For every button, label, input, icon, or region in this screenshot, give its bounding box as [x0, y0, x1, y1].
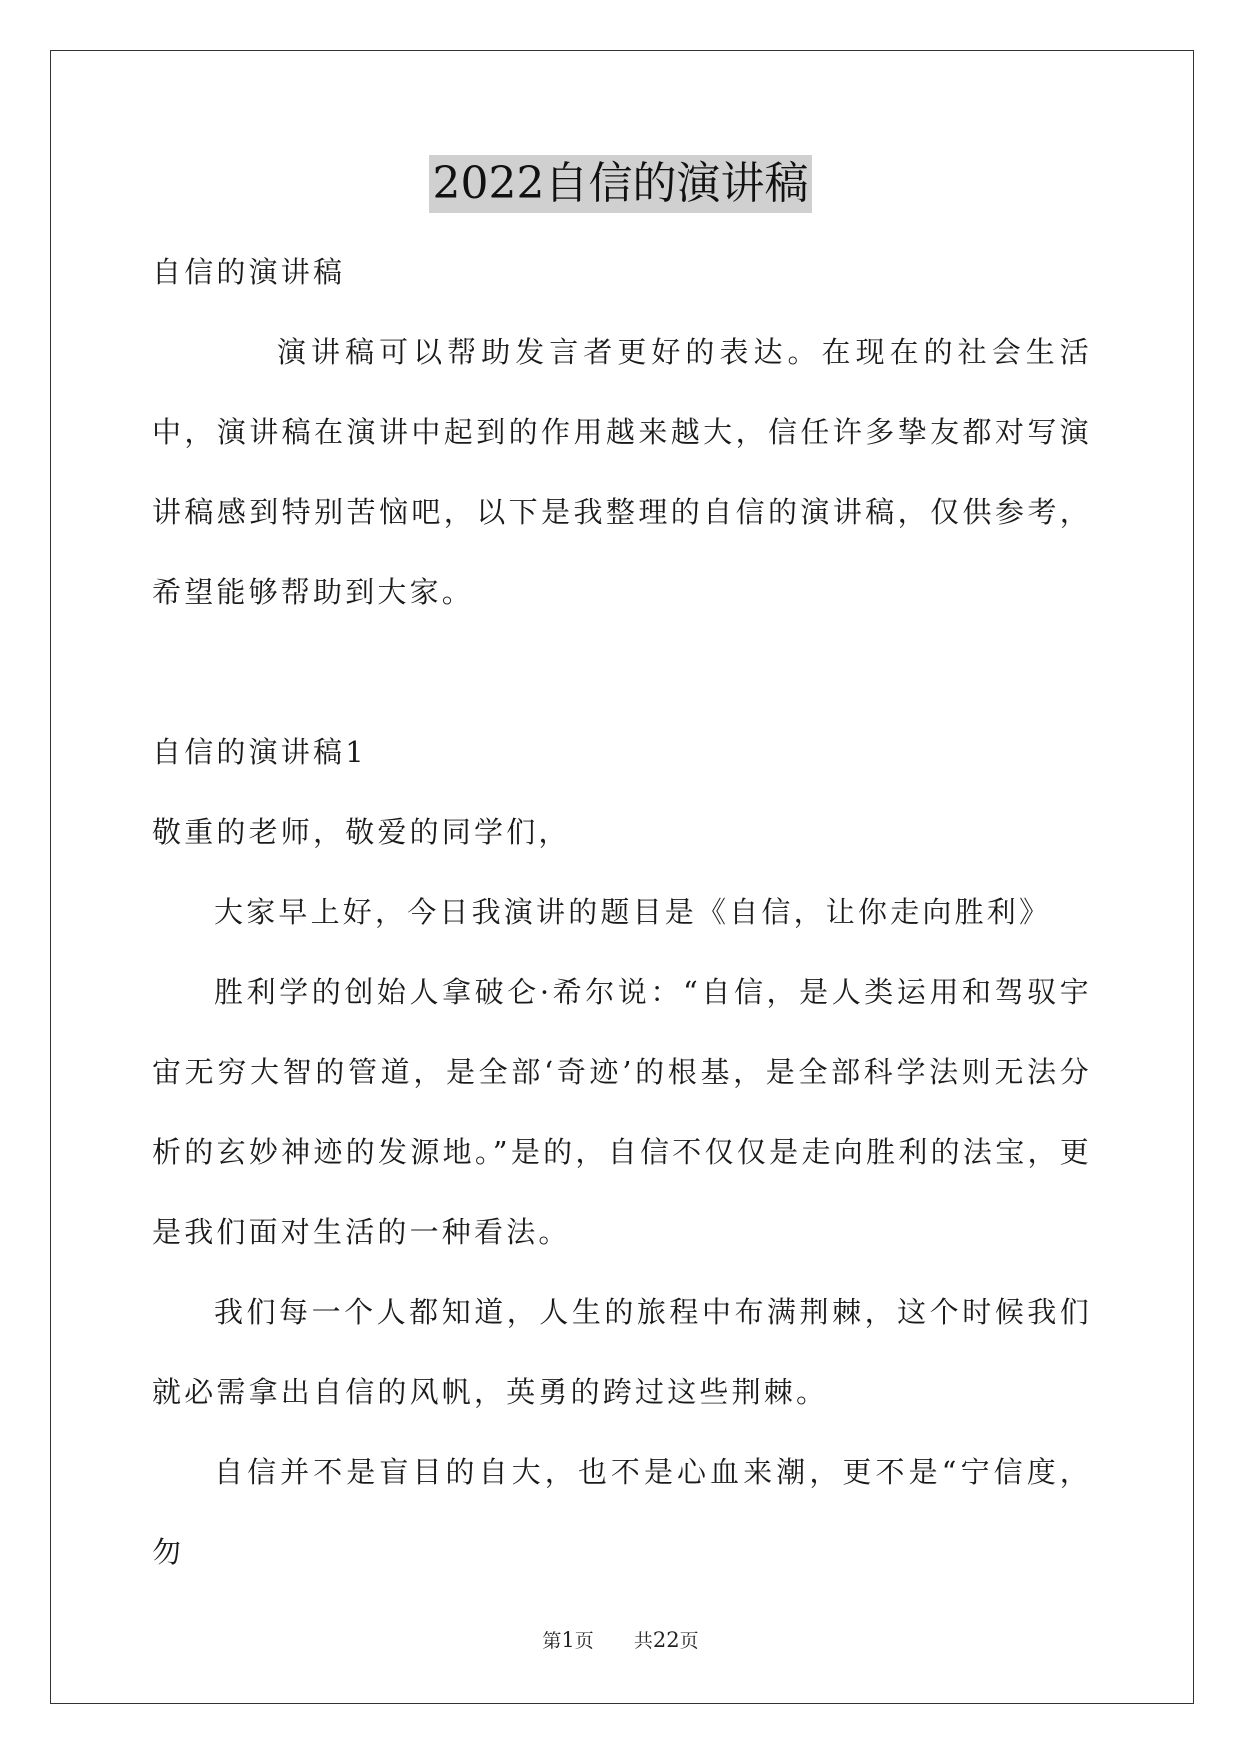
document-title: 2022自信的演讲稿 [429, 155, 813, 213]
total-suffix: 页 [679, 1630, 699, 1652]
body-paragraph: 大家早上好，今日我演讲的题目是《自信，让你走向胜利》 [214, 895, 1052, 929]
intro-paragraph: 演讲稿可以帮助发言者更好的表达。在现在的社会生活中，演讲稿在演讲中起到的作用越来越大，信任许多挚友都对写演讲稿感到特别苦恼吧，以下是我整理的自信的演讲稿，仅供参考，希望能够帮助到大家。 [152, 335, 1092, 609]
section-heading: 自信的演讲稿 [152, 255, 346, 289]
page-suffix: 页 [574, 1630, 594, 1652]
speech-heading: 自信的演讲稿1 [152, 735, 367, 769]
document-body [152, 232, 1092, 1592]
body-paragraph: 胜利学的创始人拿破仑·希尔说：“自信，是人类运用和驾驭宇宙无穷大智的管道，是全部‘奇迹’的根基，是全部科学法则无法分析的玄妙神迹的发源地。”是的，自信不仅仅是走向胜利的法宝，更是我们面对生活的一种看法。 [152, 975, 1092, 1249]
total-prefix: 共 [633, 1630, 653, 1652]
title-container [0, 155, 1241, 213]
salutation: 敬重的老师，敬爱的同学们， [152, 815, 571, 849]
page-prefix: 第 [542, 1630, 562, 1652]
page-number: 1 [561, 1628, 575, 1652]
page-footer [0, 1626, 1241, 1653]
body-paragraph: 我们每一个人都知道，人生的旅程中布满荆棘，这个时候我们就必需拿出自信的风帆，英勇的跨过这些荆棘。 [152, 1295, 1092, 1409]
total-pages: 22 [652, 1628, 680, 1652]
body-paragraph: 自信并不是盲目的自大，也不是心血来潮，更不是“宁信度，勿 [152, 1455, 1092, 1569]
